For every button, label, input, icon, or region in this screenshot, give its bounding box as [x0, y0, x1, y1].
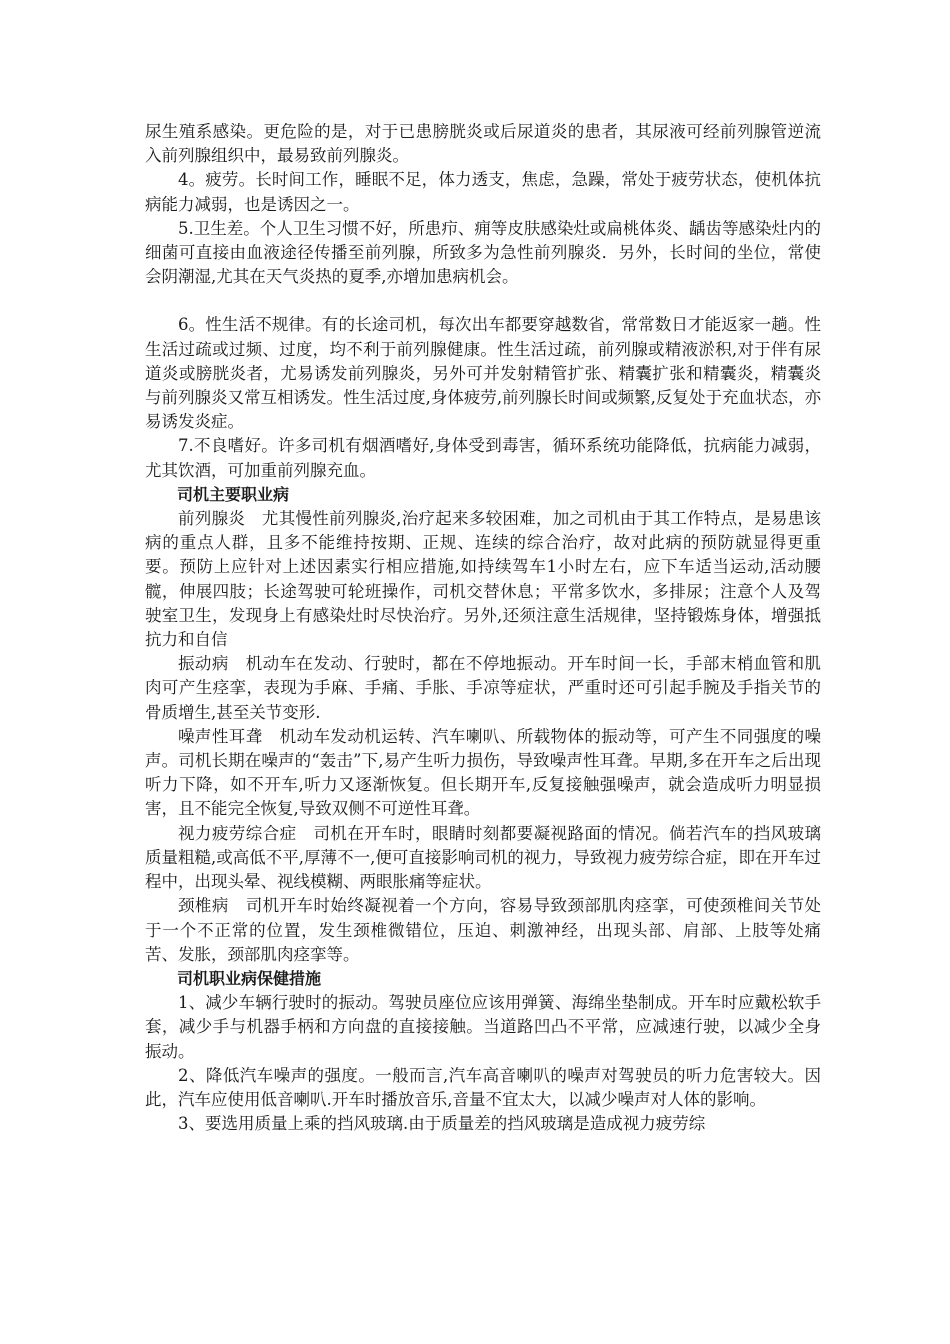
paragraph-prostatitis: 前列腺炎 尤其慢性前列腺炎,治疗起来多较困难，加之司机由于其工作特点，是易患该病的重点人群，且多不能维持按期、正规、连续的综合治疗，故对此病的预防就显得更重要。预防上应针对上述因素实行相应措施,如持续驾车1小时左右，应下车适当运动,活动腰髋，伸展四肢；长途驾驶可轮班操作，司机交替休息；平常多饮水，多排尿；注意个人及驾驶室卫生，发现身上有感染灶时尽快治疗。另外,还须注意生活规律，坚持锻炼身体，增强抵抗力和自信 — [145, 509, 821, 650]
paragraph-fatigue: 4。疲劳。长时间工作，睡眠不足，体力透支，焦虑，急躁，常处于疲劳状态，使机体抗病能力减弱，也是诱因之一。 — [145, 170, 821, 214]
paragraph-urinary-infection: 尿生殖系感染。更危险的是，对于已患膀胱炎或后尿道炎的患者，其尿液可经前列腺管逆流入前列腺组织中，最易致前列腺炎。 — [145, 122, 821, 166]
paragraph-measure-windshield: 3、要选用质量上乘的挡风玻璃.由于质量差的挡风玻璃是造成视力疲劳综 — [178, 1114, 706, 1134]
paragraph-measure-noise: 2、降低汽车噪声的强度。一般而言,汽车高音喇叭的噪声对驾驶员的听力危害较大。因此，汽车应使用低音喇叭.开车时播放音乐,音量不宜太大，以减少噪声对人体的影响。 — [145, 1065, 821, 1109]
paragraph-sex-life: 6。性生活不规律。有的长途司机，每次出车都要穿越数省，常常数日才能返家一趟。性生活过疏或过频、过度，均不利于前列腺健康。性生活过疏，前列腺或精液淤积,对于伴有尿道炎或膀胱炎者，尤易诱发前列腺炎，另外可并发射精管扩张、精囊扩张和精囊炎，精囊炎与前列腺炎又常互相诱发。性生活过度,身体疲劳,前列腺长时间或频繁,反复处于充血状态，亦易诱发炎症。 — [145, 315, 821, 432]
paragraph-gap — [145, 289, 821, 313]
document-page — [145, 120, 821, 1136]
section-heading-health-measures: 司机职业病保健措施 — [177, 968, 322, 988]
section-heading-occupational-diseases: 司机主要职业病 — [177, 484, 290, 504]
paragraph-hygiene: 5.卫生差。个人卫生习惯不好，所患疖、痈等皮肤感染灶或扁桃体炎、龋齿等感染灶内的细菌可直接由血液途径传播至前列腺，所致多为急性前列腺炎．另外，长时间的坐位，常使会阴潮湿,尤其在天气炎热的夏季,亦增加患病机会。 — [145, 218, 821, 287]
paragraph-measure-vibration: 1、减少车辆行驶时的振动。驾驶员座位应该用弹簧、海绵坐垫制成。开车时应戴松软手套，减少手与机器手柄和方向盘的直接接触。当道路凹凸不平常，应减速行驶，以减少全身振动。 — [145, 993, 821, 1061]
paragraph-bad-habits: 7.不良嗜好。许多司机有烟酒嗜好,身体受到毒害，循环系统功能降低，抗病能力减弱，尤其饮酒，可加重前列腺充血。 — [145, 436, 821, 480]
paragraph-vibration-disease: 振动病 机动车在发动、行驶时，都在不停地振动。开车时间一长，手部末梢血管和肌肉可产生痉挛，表现为手麻、手痛、手胀、手凉等症状，严重时还可引起手腕及手指关节的骨质增生,甚至关节变形. — [145, 654, 821, 722]
paragraph-noise-deafness: 噪声性耳聋 机动车发动机运转、汽车喇叭、所载物体的振动等，可产生不同强度的噪声。司机长期在噪声的“轰击”下,易产生听力损伤，导致噪声性耳聋。早期,多在开车之后出现听力下降，如不开车,听力又逐渐恢复。但长期开车,反复接触强噪声，就会造成听力明显损害，且不能完全恢复,导致双侧不可逆性耳聋。 — [145, 726, 821, 819]
paragraph-cervical-spondylosis: 颈椎病 司机开车时始终凝视着一个方向，容易导致颈部肌肉痉挛，可使颈椎间关节处于一个不正常的位置，发生颈椎微错位，压迫、刺激神经，出现头部、肩部、上肢等处痛苦、发胀，颈部肌肉痉挛等。 — [145, 896, 821, 964]
paragraph-visual-fatigue: 视力疲劳综合症 司机在开车时，眼睛时刻都要凝视路面的情况。倘若汽车的挡风玻璃质量粗糙,或高低不平,厚薄不一,便可直接影响司机的视力，导致视力疲劳综合症，即在开车过程中，出现头晕、视线模糊、两眼胀痛等症状。 — [145, 823, 821, 892]
